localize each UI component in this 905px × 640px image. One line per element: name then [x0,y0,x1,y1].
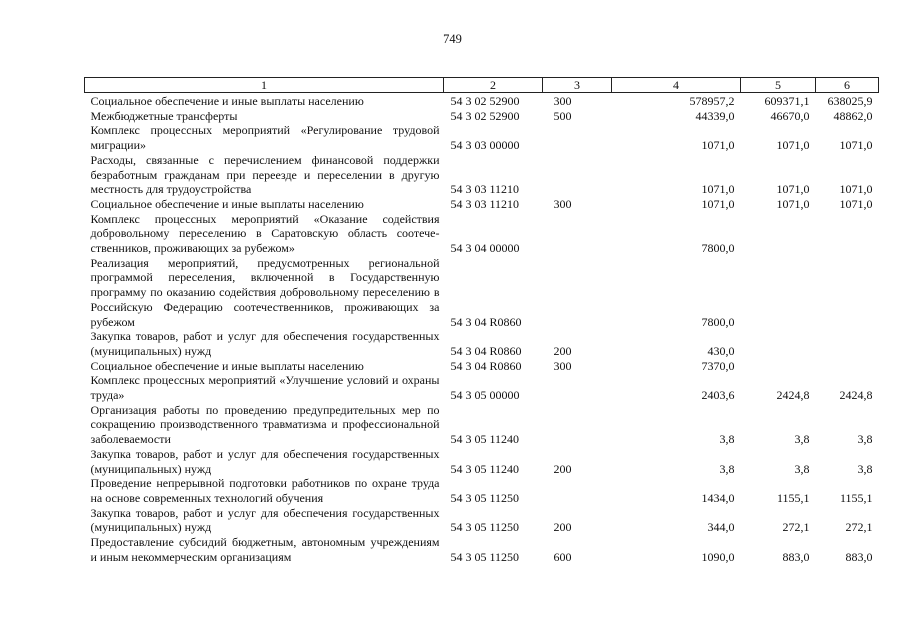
table-row [85,93,879,109]
table-row [85,197,879,212]
table-row [85,256,879,330]
row-amount-2 [741,256,816,330]
row-name: Межбюджетные трансферты [90,108,238,123]
row-amount-3: 638025,9 [827,94,873,108]
row-amount-3: 1071,0 [839,138,873,153]
row-amount-1: 3,8 [719,432,735,447]
table-row [85,373,879,402]
table-row [85,359,879,374]
row-amount-1: 344,0 [707,520,735,535]
row-expense-type [543,153,612,197]
row-amount-1: 2403,6 [701,388,735,403]
table-header-row [85,78,879,93]
row-code: 54 3 05 11240 [450,461,520,476]
row-amount-2: 46670,0 [770,108,810,123]
row-amount-2: 3,8 [794,432,810,447]
row-code: 54 3 05 11250 [450,549,520,564]
table-row [85,447,879,476]
table-row [85,109,879,124]
table-row [85,535,879,564]
row-name: Организация работы по проведению предупредительных мер по сокращению производственного травматизма и профессиональной заболеваемости [90,402,440,447]
table-body [85,93,879,565]
row-amount-3 [816,212,879,256]
row-amount-1: 1071,0 [701,138,735,153]
row-expense-type [543,123,612,152]
row-amount-3: 272,1 [845,520,873,535]
row-amount-3 [816,329,879,358]
row-name: Закупка товаров, работ и услуг для обеспечения государственных (муниципальных) нужд [90,446,440,476]
row-expense-type: 600 [553,549,572,564]
row-amount-2 [741,359,816,374]
row-amount-2: 1155,1 [776,490,810,505]
row-amount-2 [741,212,816,256]
row-code: 54 3 05 00000 [450,388,520,403]
row-expense-type: 300 [553,358,572,373]
row-amount-3 [816,256,879,330]
row-code: 54 3 02 52900 [450,94,520,108]
row-amount-3: 3,8 [857,432,873,447]
row-amount-1: 7800,0 [701,314,735,329]
row-name: Комплекс процессных мероприятий «Оказание содействия добровольному переселению в Саратовскую область соотечественников, проживающих за рубежом» [90,211,440,256]
table-row [85,123,879,152]
row-code: 54 3 03 11210 [450,196,520,211]
row-amount-1: 7800,0 [701,241,735,256]
row-name: Проведение непрерывной подготовки работников по охране труда на основе современных технологий обучения [90,476,440,505]
row-name: Социальное обеспечение и иные выплаты населению [90,94,364,108]
row-code: 54 3 03 11210 [450,182,520,197]
header-col-3: 3 [543,78,612,93]
row-amount-3: 3,8 [857,461,873,476]
table-row [85,153,879,197]
row-name: Социальное обеспечение и иные выплаты населению [90,358,364,373]
row-name: Закупка товаров, работ и услуг для обеспечения государственных (муниципальных) нужд [90,329,440,358]
row-amount-2: 272,1 [782,520,810,535]
row-expense-type [543,403,612,447]
row-expense-type [543,212,612,256]
budget-table [84,77,879,565]
row-amount-2: 2424,8 [776,388,810,403]
row-amount-2: 883,0 [782,549,810,564]
row-amount-1: 3,8 [719,461,735,476]
header-col-5: 5 [741,78,816,93]
header-col-2: 2 [444,78,543,93]
row-expense-type [543,373,612,402]
row-amount-1: 1434,0 [701,490,735,505]
row-amount-3: 1071,0 [839,182,873,197]
row-amount-3: 2424,8 [839,388,873,403]
row-expense-type: 300 [553,196,572,211]
header-col-1: 1 [85,78,444,93]
row-amount-2: 1071,0 [776,182,810,197]
header-col-6: 6 [816,78,879,93]
row-expense-type: 300 [553,94,572,108]
row-name: Комплекс процессных мероприятий «Регулирование трудовой миграции» [90,123,440,153]
table-row [85,506,879,535]
row-expense-type: 200 [553,461,572,476]
row-amount-2: 1071,0 [776,138,810,153]
row-code: 54 3 04 R0860 [450,314,522,329]
row-amount-3: 883,0 [845,549,873,564]
row-code: 54 3 03 00000 [450,138,520,153]
row-code: 54 3 05 11250 [450,490,520,505]
row-amount-1: 1071,0 [701,182,735,197]
row-amount-3: 1071,0 [839,196,873,211]
row-code: 54 3 02 52900 [450,108,520,123]
row-amount-1: 1090,0 [701,549,735,564]
row-amount-1: 1071,0 [701,196,735,211]
row-expense-type [543,476,612,505]
row-amount-2 [741,329,816,358]
row-amount-3: 48862,0 [833,108,873,123]
row-amount-1: 430,0 [707,343,735,358]
row-amount-2: 3,8 [794,461,810,476]
table-row [85,212,879,256]
row-expense-type [543,256,612,330]
row-amount-2: 609371,1 [764,94,810,108]
row-expense-type: 200 [553,520,572,535]
row-name: Расходы, связанные с перечислением финансовой поддержки безработным гражданам при переезде и переселении в другую местность для трудоустройства [90,152,440,197]
row-name: Комплекс процессных мероприятий «Улучшение условий и охраны труда» [90,373,440,403]
row-amount-3 [816,359,879,374]
row-name: Социальное обеспечение и иные выплаты населению [90,196,364,211]
row-amount-1: 7370,0 [701,358,735,373]
row-name: Реализация мероприятий, предусмотренных региональной программой переселения, включенной в Государственную программу по оказанию содействия добровольному переселению в Российскую Федерацию соотечественников, проживающих за рубежом [90,255,440,329]
header-col-4: 4 [612,78,741,93]
table-row [85,329,879,358]
row-expense-type: 500 [553,108,572,123]
row-name: Предоставление субсидий бюджетным, автономным учреждениям и иным некоммерческим организациям [90,535,440,564]
row-amount-3: 1155,1 [839,490,873,505]
row-code: 54 3 04 R0860 [450,358,522,373]
page-number: 749 [443,32,462,46]
row-expense-type: 200 [553,343,572,358]
row-code: 54 3 05 11240 [450,432,520,447]
row-amount-2: 1071,0 [776,196,810,211]
row-code: 54 3 04 R0860 [450,343,522,358]
row-amount-1: 578957,2 [689,94,735,108]
row-amount-1: 44339,0 [695,108,735,123]
table-row [85,476,879,505]
row-name: Закупка товаров, работ и услуг для обеспечения государственных (муниципальных) нужд [90,505,440,535]
row-code: 54 3 04 00000 [450,241,520,256]
table-row [85,403,879,447]
row-code: 54 3 05 11250 [450,520,520,535]
